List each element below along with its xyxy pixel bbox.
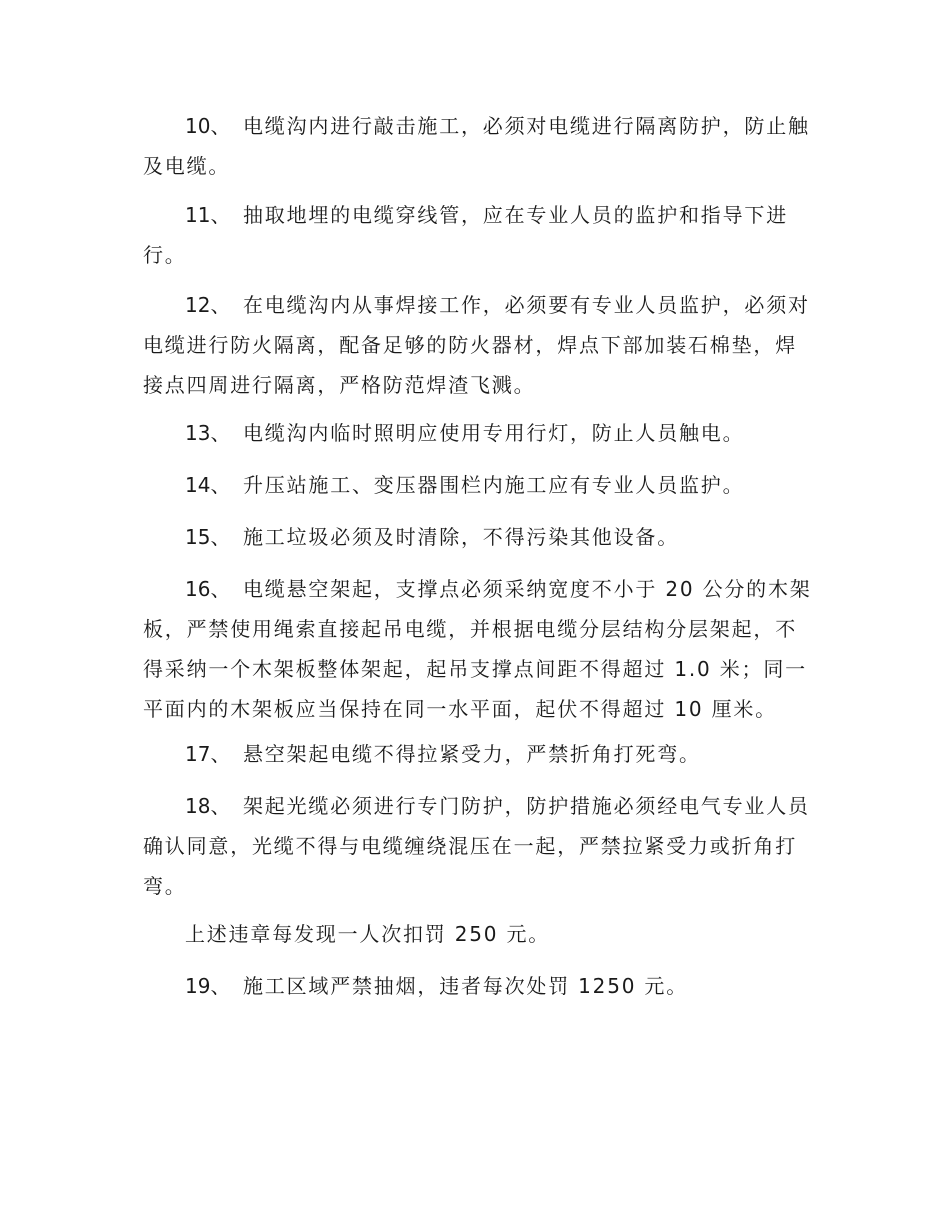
clause-12 (143, 285, 808, 405)
clause-10 (143, 106, 808, 186)
clause-number: 15、 (185, 525, 231, 549)
clause-text-line: 施工区域严禁抽烟，违者每次处罚 1250 元。 (243, 974, 689, 998)
clause-text-line: 在电缆沟内从事焊接工作，必须要有专业人员监护，必须对 (243, 293, 810, 317)
clause-text-line: 电缆沟内临时照明应使用专用行灯，防止人员触电。 (243, 421, 745, 445)
clause-text-line: 上述违章每发现一人次扣罚 250 元。 (185, 922, 551, 946)
clause-number: 11、 (185, 203, 231, 227)
clause-text-line: 架起光缆必须进行专门防护，防护措施必须经电气专业人员 (243, 794, 810, 818)
clause-13 (143, 413, 808, 453)
clause-17 (143, 734, 808, 774)
clause-number: 13、 (185, 421, 231, 445)
clause-text-line: 电缆悬空架起，支撑点必须采纳宽度不小于 20 公分的木架 (243, 577, 812, 601)
clause-text-line: 抽取地埋的电缆穿线管，应在专业人员的监护和指导下进 (243, 203, 788, 227)
penalty-note (143, 914, 808, 954)
clause-number: 16、 (185, 577, 231, 601)
clause-18 (143, 786, 808, 906)
clause-19 (143, 966, 808, 1006)
clause-text-line: 电缆进行防火隔离，配备足够的防火器材，焊点下部加装石棉垫，焊 (143, 333, 797, 357)
clause-11 (143, 195, 808, 275)
clause-number: 18、 (185, 794, 231, 818)
clause-text-line: 电缆沟内进行敲击施工，必须对电缆进行隔离防护，防止触 (243, 114, 810, 138)
clause-14 (143, 465, 808, 505)
clause-text-line: 弯。 (143, 874, 187, 898)
clause-text-line: 施工垃圾必须及时清除，不得污染其他设备。 (243, 525, 679, 549)
clause-text-line: 板，严禁使用绳索直接起吊电缆，并根据电缆分层结构分层架起，不 (143, 617, 797, 641)
clause-number: 19、 (185, 974, 231, 998)
clause-text-line: 平面内的木架板应当保持在同一水平面，起伏不得超过 10 厘米。 (143, 697, 777, 721)
clause-number: 12、 (185, 293, 231, 317)
clause-15 (143, 517, 808, 557)
clause-text-line: 悬空架起电缆不得拉紧受力，严禁折角打死弯。 (243, 742, 701, 766)
clause-16 (143, 569, 812, 729)
clause-text-line: 确认同意，光缆不得与电缆缠绕混压在一起，严禁拉紧受力或折角打 (143, 834, 797, 858)
clause-number: 10、 (185, 114, 231, 138)
clause-text-line: 得采纳一个木架板整体架起，起吊支撑点间距不得超过 1.0 米；同一 (143, 657, 807, 681)
clause-text-line: 及电缆。 (143, 154, 231, 178)
clause-text-line: 行。 (143, 243, 187, 267)
clause-number: 17、 (185, 742, 231, 766)
clause-text-line: 接点四周进行隔离，严格防范焊渣飞溅。 (143, 373, 536, 397)
clause-number: 14、 (185, 473, 231, 497)
clause-text-line: 升压站施工、变压器围栏内施工应有专业人员监护。 (243, 473, 745, 497)
